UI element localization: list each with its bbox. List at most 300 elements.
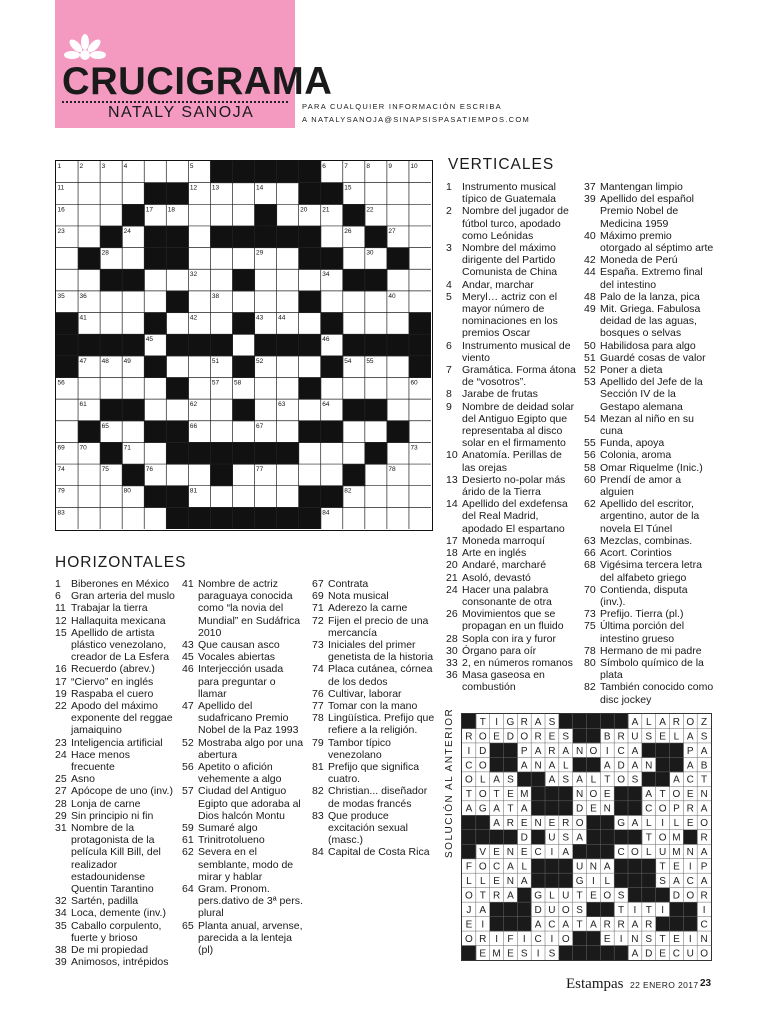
clue-text: Prendí de amor a alguien xyxy=(600,473,682,499)
clue-number: 30 xyxy=(446,644,458,657)
clue-number: 11 xyxy=(55,602,66,615)
clue-text: Apodo del máximo exponente del reggae jamaiquino xyxy=(71,700,173,737)
clue-text: Lonja de carne xyxy=(71,797,141,810)
solution-letter: S xyxy=(507,774,514,786)
black-cell xyxy=(144,421,167,443)
solution-letter: R xyxy=(686,803,694,815)
clue-text: Última porción del intestino grueso xyxy=(600,620,685,645)
clue-number: 64 xyxy=(182,883,194,896)
clue-item xyxy=(584,559,714,583)
solution-black-cell xyxy=(490,757,504,772)
clue-item xyxy=(312,590,436,602)
clue-number: 20 xyxy=(446,559,458,572)
page-title: CRUCIGRAMA xyxy=(62,60,333,103)
solution-letter: U xyxy=(658,847,667,859)
cell-number: 11 xyxy=(57,184,65,192)
clue-text: Mezan al niño en su cuna xyxy=(600,412,694,438)
solution-letter: D xyxy=(645,948,653,960)
clue-number: 71 xyxy=(312,602,324,615)
contact-line-2: A NATALYSANOJA@SINAPSISPASATIEMPOS.COM xyxy=(302,115,531,124)
black-cell xyxy=(299,507,322,529)
black-cell xyxy=(232,313,255,335)
clue-number: 41 xyxy=(182,578,194,590)
solution-black-cell xyxy=(587,728,601,743)
solution-black-cell xyxy=(531,786,545,801)
solution-letter: T xyxy=(604,774,611,786)
solution-letter: Z xyxy=(701,716,708,728)
clue-item xyxy=(55,663,175,675)
solution-letter: E xyxy=(520,818,528,830)
solution-letter: A xyxy=(631,818,639,830)
solution-letter: R xyxy=(534,731,542,743)
horizontales-col-3 xyxy=(312,578,436,859)
solution-black-cell xyxy=(600,902,614,917)
solution-letter: C xyxy=(645,803,653,815)
clue-number: 51 xyxy=(584,351,596,364)
cell-number: 21 xyxy=(322,206,330,214)
solution-letter: E xyxy=(590,803,597,815)
solution-letter: D xyxy=(520,832,528,844)
cell-number: 40 xyxy=(388,292,396,300)
clue-number: 74 xyxy=(312,663,324,676)
solution-letter: C xyxy=(534,933,542,945)
solution-letter: E xyxy=(603,789,611,801)
clue-number: 16 xyxy=(55,663,67,676)
clue-item xyxy=(55,688,175,700)
solution-letter: U xyxy=(548,904,556,916)
clue-number: 79 xyxy=(312,736,324,749)
solution-letter: A xyxy=(576,774,583,786)
clue-item xyxy=(584,584,714,608)
clue-item xyxy=(584,437,714,449)
solution-black-cell xyxy=(614,859,628,874)
black-cell xyxy=(277,507,300,529)
footer-brand: Estampas xyxy=(566,976,624,992)
clue-number: 24 xyxy=(446,583,458,596)
solution-letter: T xyxy=(576,919,583,931)
solution-letter: G xyxy=(478,803,487,815)
clue-text: Nota musical xyxy=(328,590,389,603)
clue-item xyxy=(55,627,175,664)
solution-black-cell xyxy=(490,830,504,845)
solution-black-cell xyxy=(614,786,628,801)
clue-item xyxy=(312,810,436,847)
clue-text: Jarabe de frutas xyxy=(462,388,538,401)
clue-item xyxy=(584,181,714,193)
solution-letter: S xyxy=(700,731,708,743)
clue-number: 80 xyxy=(584,656,596,669)
solution-letter: D xyxy=(617,760,625,772)
cell-number: 63 xyxy=(278,401,286,409)
solution-letter: N xyxy=(506,876,515,888)
clue-text: Mit. Griega. Fabulosa deidad de las aguas, bosques o selvas xyxy=(600,303,701,340)
solution-black-cell xyxy=(573,757,587,772)
black-cell xyxy=(409,356,431,378)
solution-letter: I xyxy=(522,933,526,945)
clue-number: 28 xyxy=(55,797,67,810)
clue-number: 2 xyxy=(446,205,452,218)
clue-number: 49 xyxy=(584,303,596,316)
black-cell xyxy=(144,248,167,270)
clue-item xyxy=(182,920,306,957)
solution-letter: J xyxy=(466,904,472,916)
solution-black-cell xyxy=(628,888,642,903)
solution-letter: D xyxy=(672,890,681,902)
solution-letter: L xyxy=(549,890,555,902)
clue-number: 52 xyxy=(182,736,194,749)
solution-letter: L xyxy=(673,818,680,830)
solution-letter: O xyxy=(658,832,667,844)
clue-text: Desierto no-polar más árido de la Tierra xyxy=(462,473,566,499)
clue-number: 1 xyxy=(446,181,452,193)
solution-letter: O xyxy=(465,774,473,786)
clue-item xyxy=(182,663,306,700)
solution-letter: L xyxy=(645,818,652,830)
solution-letter: G xyxy=(617,818,625,830)
solution-letter: S xyxy=(645,731,653,743)
solution-black-cell xyxy=(476,830,490,845)
solution-letter: E xyxy=(479,948,487,960)
solution-black-cell xyxy=(545,801,559,816)
solution-letter: R xyxy=(465,731,473,743)
page-number: 23 xyxy=(700,978,712,989)
solution-letter: P xyxy=(520,745,528,757)
clue-item xyxy=(446,535,578,547)
solution-letter: I xyxy=(661,818,664,830)
solution-letter: L xyxy=(479,876,486,888)
clue-item xyxy=(446,657,578,669)
black-cell xyxy=(365,226,388,248)
clue-number: 59 xyxy=(182,822,194,835)
solution-letter: M xyxy=(520,789,529,801)
clue-text: Guardé cosas de valor xyxy=(600,351,706,364)
footer-date: 22 ENERO 2017 xyxy=(630,980,699,990)
solution-letter: D xyxy=(575,803,584,815)
clue-item xyxy=(584,254,714,266)
clue-text: Moneda marroquí xyxy=(462,534,545,547)
solution-black-cell xyxy=(531,801,545,816)
solution-letter: L xyxy=(604,876,611,888)
clue-item xyxy=(182,834,306,846)
clue-number: 34 xyxy=(55,907,67,920)
clue-text: Apellido del exdefensa del Real Madrid, apodado El espartano xyxy=(462,498,568,535)
cell-number: 12 xyxy=(189,184,198,192)
solution-letter: T xyxy=(479,716,486,728)
clue-text: Apellido del Jefe de la Sección IV de la Gestapo alemana xyxy=(600,376,703,413)
solution-letter: N xyxy=(534,760,542,772)
solution-black-cell xyxy=(462,844,476,859)
clue-number: 69 xyxy=(312,590,324,603)
solution-letter: T xyxy=(659,861,666,873)
clue-number: 39 xyxy=(584,193,596,206)
solution-letter: G xyxy=(534,890,542,902)
clue-text: Moneda de Perú xyxy=(600,254,678,267)
black-cell xyxy=(210,464,233,486)
clue-item xyxy=(182,785,306,822)
cell-number: 62 xyxy=(189,401,198,409)
solution-letter: A xyxy=(562,919,570,931)
clue-text: Habilidosa para algo xyxy=(600,339,696,352)
black-cell xyxy=(78,334,101,356)
cell-number: 46 xyxy=(322,336,330,344)
solution-black-cell xyxy=(545,873,559,888)
solution-black-cell xyxy=(587,830,601,845)
clue-number: 82 xyxy=(584,681,596,694)
cell-number: 50 xyxy=(145,357,153,365)
solution-black-cell xyxy=(587,714,601,729)
clue-item xyxy=(312,700,436,712)
clue-number: 8 xyxy=(446,388,452,401)
solution-letter: O xyxy=(561,933,570,945)
solution-black-cell xyxy=(517,888,531,903)
solution-black-cell xyxy=(642,772,656,787)
cell-number: 58 xyxy=(233,379,242,387)
clue-item xyxy=(446,242,578,279)
clue-item xyxy=(584,608,714,620)
solution-letter: A xyxy=(603,861,611,873)
clue-number: 76 xyxy=(312,687,324,700)
black-cell xyxy=(166,334,189,356)
clue-item xyxy=(446,572,578,584)
clue-text: Apellido del español Premio Nobel de Medicina 1959 xyxy=(600,193,694,230)
solution-letter: O xyxy=(617,774,625,786)
solution-letter: L xyxy=(673,731,680,743)
clue-text: Apellido del escritor, argentino, autor de la novela El Túnel xyxy=(600,498,700,535)
clue-number: 78 xyxy=(312,712,324,725)
cell-number: 19 xyxy=(256,206,264,214)
clue-number: 65 xyxy=(182,919,194,932)
solution-black-cell xyxy=(559,801,573,816)
cell-number: 14 xyxy=(256,184,264,192)
solution-black-cell xyxy=(628,786,642,801)
black-cell xyxy=(144,486,167,508)
solution-letter: A xyxy=(686,731,694,743)
cell-number: 31 xyxy=(101,271,109,279)
solution-letter: E xyxy=(548,731,556,743)
solution-letter: O xyxy=(478,861,487,873)
clue-number: 67 xyxy=(312,578,324,590)
black-cell xyxy=(166,377,189,399)
clue-text: Asoló, devastó xyxy=(462,571,531,584)
clue-number: 38 xyxy=(55,944,67,957)
solution-letter: T xyxy=(576,890,583,902)
clue-text: Apellido del sudafricano Premio Nobel de la Paz 1993 xyxy=(198,700,299,737)
solution-black-cell xyxy=(670,917,684,932)
solution-letter: R xyxy=(645,919,653,931)
clue-number: 36 xyxy=(446,669,458,682)
clue-number: 57 xyxy=(182,785,194,798)
clue-text: Máximo premio otorgado al séptimo arte xyxy=(600,229,714,255)
solution-letter: E xyxy=(659,948,666,960)
black-cell xyxy=(56,356,79,378)
clue-text: Vigésima tercera letra del alfabeto griego xyxy=(600,559,702,584)
black-cell xyxy=(144,313,167,335)
author-name: NATALY SANOJA xyxy=(108,104,255,121)
clue-item xyxy=(446,181,578,205)
clue-text: Órgano para oír xyxy=(462,644,537,657)
solution-black-cell xyxy=(587,931,601,946)
solution-black-cell xyxy=(462,946,476,960)
clue-text: Caballo corpulento, fuerte y brioso xyxy=(71,919,162,944)
solution-black-cell xyxy=(656,757,670,772)
solution-black-cell xyxy=(587,815,601,830)
clue-number: 62 xyxy=(182,846,194,859)
clue-item xyxy=(584,230,714,254)
clue-item xyxy=(182,846,306,883)
cell-number: 73 xyxy=(410,444,418,452)
clue-item xyxy=(584,547,714,559)
solution-letter: N xyxy=(603,803,611,815)
clue-number: 50 xyxy=(584,339,596,352)
horizontales-col-2 xyxy=(182,578,306,956)
solution-letter: N xyxy=(700,933,708,945)
black-cell xyxy=(299,226,322,248)
clue-number: 28 xyxy=(446,632,458,645)
solution-black-cell xyxy=(504,757,518,772)
solution-letter: N xyxy=(645,760,653,772)
clue-number: 77 xyxy=(312,700,324,713)
clue-number: 22 xyxy=(55,700,67,713)
black-cell xyxy=(188,334,211,356)
clue-text: Gram. Pronom. pers.dativo de 3ª pers. plural xyxy=(198,883,303,920)
clue-number: 78 xyxy=(584,644,596,657)
clue-text: Instrumento musical de viento xyxy=(462,339,571,364)
cell-number: 17 xyxy=(145,206,153,214)
clue-number: 33 xyxy=(446,656,458,669)
clue-text: Asno xyxy=(71,773,95,786)
solution-letter: O xyxy=(686,890,695,902)
clue-number: 83 xyxy=(312,809,324,822)
solution-black-cell xyxy=(642,743,656,758)
solution-black-cell xyxy=(573,844,587,859)
black-cell xyxy=(78,248,101,270)
solution-black-cell xyxy=(656,743,670,758)
solution-letter: C xyxy=(700,919,708,931)
black-cell xyxy=(166,248,189,270)
cell-number: 41 xyxy=(79,314,87,322)
black-cell xyxy=(144,183,167,205)
solution-black-cell xyxy=(628,801,642,816)
clue-number: 29 xyxy=(55,809,67,822)
clue-number: 81 xyxy=(312,761,324,774)
solution-letter: U xyxy=(562,890,570,902)
clue-text: De mi propiedad xyxy=(71,944,149,957)
clue-item xyxy=(584,474,714,498)
clue-text: Interjección usada para preguntar o llamar xyxy=(198,663,284,700)
clue-item xyxy=(182,651,306,663)
crossword-svg xyxy=(56,161,431,529)
clue-number: 18 xyxy=(446,547,458,560)
solution-letter: I xyxy=(536,948,540,960)
solution-letter: A xyxy=(534,716,542,728)
solution-letter: A xyxy=(645,789,653,801)
solution-letter: A xyxy=(700,847,708,859)
black-cell xyxy=(122,204,145,226)
solution-black-cell xyxy=(628,873,642,888)
solution-black-cell xyxy=(642,859,656,874)
clue-item xyxy=(584,340,714,352)
solution-letter: V xyxy=(479,847,487,859)
clue-item xyxy=(446,547,578,559)
solution-black-cell xyxy=(559,714,573,729)
solution-black-cell xyxy=(683,830,697,845)
solution-letter: A xyxy=(700,745,708,757)
solution-letter: A xyxy=(534,919,542,931)
cell-number: 22 xyxy=(366,206,374,214)
clue-item xyxy=(446,340,578,364)
clue-number: 46 xyxy=(182,663,194,676)
clue-item xyxy=(312,846,436,858)
clue-text: Gran arteria del muslo xyxy=(71,590,175,603)
solution-letter: O xyxy=(478,789,487,801)
solution-svg xyxy=(462,714,711,960)
cell-number: 84 xyxy=(322,509,330,517)
solution-black-cell xyxy=(559,873,573,888)
solution-letter: A xyxy=(700,803,708,815)
clue-text: Palo de la lanza, pica xyxy=(600,290,700,303)
clue-number: 14 xyxy=(446,498,458,511)
cell-number: 56 xyxy=(57,379,65,387)
solution-black-cell xyxy=(531,830,545,845)
clue-text: Colonia, aroma xyxy=(600,449,672,462)
cell-number: 74 xyxy=(57,466,65,474)
black-cell xyxy=(365,334,388,356)
cell-number: 76 xyxy=(145,466,153,474)
solution-black-cell xyxy=(490,902,504,917)
clue-number: 32 xyxy=(55,895,67,908)
clue-number: 21 xyxy=(446,571,458,584)
clue-number: 75 xyxy=(584,620,596,633)
black-cell xyxy=(365,442,388,464)
solution-letter: O xyxy=(575,818,584,830)
black-cell xyxy=(343,269,366,291)
solution-black-cell xyxy=(559,946,573,960)
solution-letter: I xyxy=(550,847,554,859)
solution-letter: R xyxy=(672,716,681,728)
cell-number: 10 xyxy=(410,163,418,170)
solution-letter: O xyxy=(520,731,529,743)
black-cell xyxy=(343,464,366,486)
clue-item xyxy=(182,883,306,920)
clue-item xyxy=(55,822,175,895)
clue-text: “Ciervo” en inglés xyxy=(71,675,154,688)
solution-letter: E xyxy=(673,933,680,945)
clue-item xyxy=(55,785,175,797)
clue-item xyxy=(584,266,714,290)
solution-black-cell xyxy=(545,786,559,801)
clue-item xyxy=(584,376,714,413)
clue-item xyxy=(55,944,175,956)
black-cell xyxy=(188,507,211,529)
cell-number: 37 xyxy=(167,292,176,300)
clue-item xyxy=(55,895,175,907)
cell-number: 25 xyxy=(256,227,264,235)
black-cell xyxy=(387,334,410,356)
clue-number: 44 xyxy=(584,266,596,279)
solution-letter: O xyxy=(589,789,598,801)
solution-letter: A xyxy=(700,876,708,888)
solution-letter: O xyxy=(465,890,473,902)
solution-letter: A xyxy=(507,861,514,873)
black-cell xyxy=(122,269,145,291)
clue-item xyxy=(584,193,714,230)
clue-item xyxy=(584,364,714,376)
clue-text: Masa gaseosa en combustión xyxy=(462,669,545,694)
solution-letter: F xyxy=(465,861,472,873)
solution-black-cell xyxy=(504,830,518,845)
solution-letter: A xyxy=(631,919,639,931)
clue-text: Poner a dieta xyxy=(600,364,663,377)
